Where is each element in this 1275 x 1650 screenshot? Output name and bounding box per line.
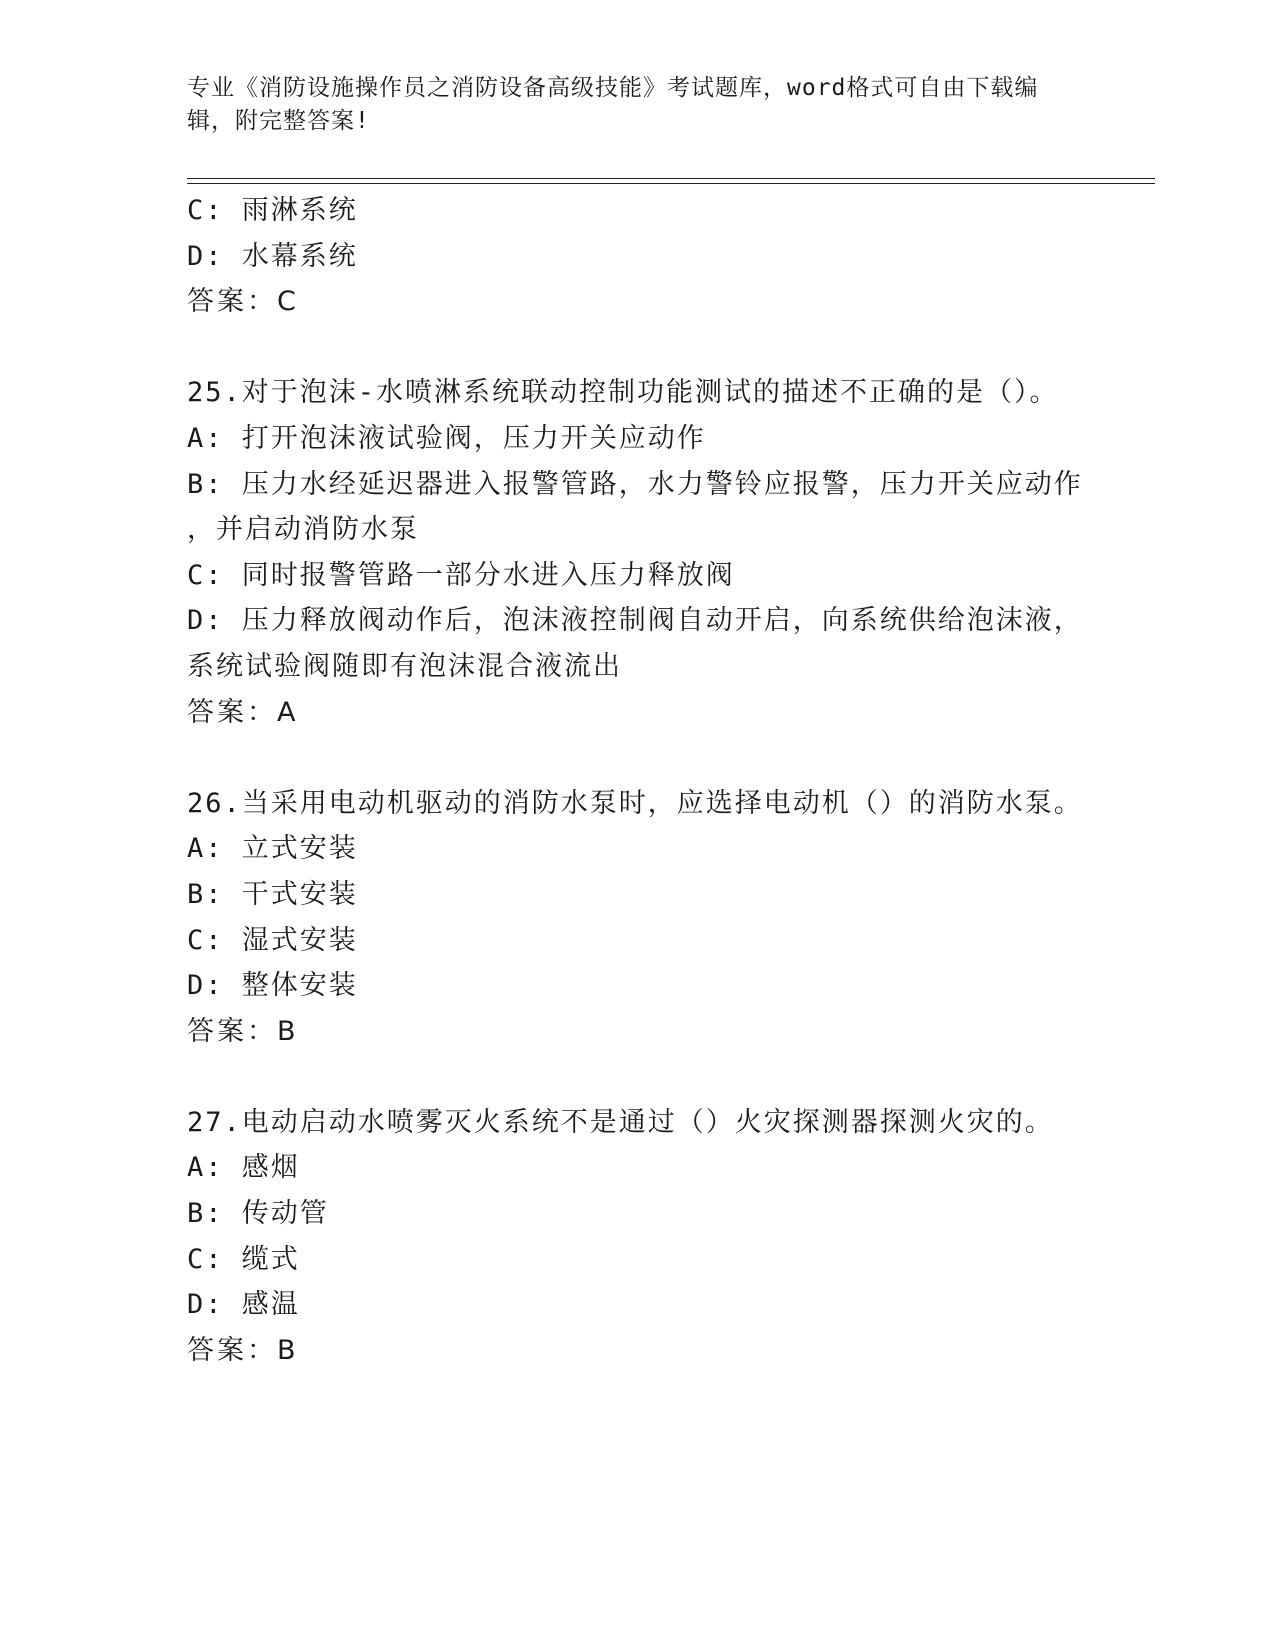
option-d: D: 水幕系统 [187,240,358,272]
spacer [187,325,1087,371]
answer-line: 答案：B [187,1015,299,1047]
option-b: B: 干式安装 [187,878,358,910]
document-body [187,188,1087,1373]
option-c: C: 雨淋系统 [187,195,358,226]
option-b-continued: ，并启动消防水泵 [187,514,419,546]
option-d: D: 压力释放阀动作后，泡沫液控制阀自动开启，向系统供给泡沫液， [187,605,1083,637]
question-block-26 [187,781,1087,1055]
question-title: 25.对于泡沫-水喷淋系统联动控制功能测试的描述不正确的是（）。 [187,377,1059,409]
option-b: B: 传动管 [187,1198,329,1230]
spacer [187,1054,1087,1100]
option-c: C: 同时报警管路一部分水进入压力释放阀 [187,559,735,591]
option-d: D: 感温 [187,1289,300,1321]
option-a: A: 立式安装 [187,833,358,865]
option-a: A: 打开泡沫液试验阀，压力开关应动作 [187,422,706,454]
question-block-27 [187,1100,1087,1374]
option-d-continued: 系统试验阀随即有泡沫混合液流出 [187,650,622,682]
answer-line: 答案：C [187,286,299,318]
question-title: 27.电动启动水喷雾灭火系统不是通过（）火灾探测器探测火灾的。 [187,1106,1054,1138]
option-a: A: 感烟 [187,1152,300,1184]
page-header: 专业《消防设施操作员之消防设备高级技能》考试题库，word格式可自由下载编辑，附完整答案! [187,75,1039,134]
spacer [187,735,1087,781]
option-d: D: 整体安装 [187,970,358,1002]
question-title: 26.当采用电动机驱动的消防水泵时，应选择电动机（）的消防水泵。 [187,787,1083,819]
header-divider-line-second [187,183,1155,184]
question-block-25 [187,370,1087,735]
option-c: C: 缆式 [187,1243,300,1275]
answer-line: 答案：A [187,696,299,728]
option-c: C: 湿式安装 [187,924,358,956]
header-divider-line [187,178,1155,179]
option-b: B: 压力水经延迟器进入报警管路，水力警铃应报警，压力开关应动作 [187,468,1083,500]
answer-line: 答案：B [187,1334,299,1366]
